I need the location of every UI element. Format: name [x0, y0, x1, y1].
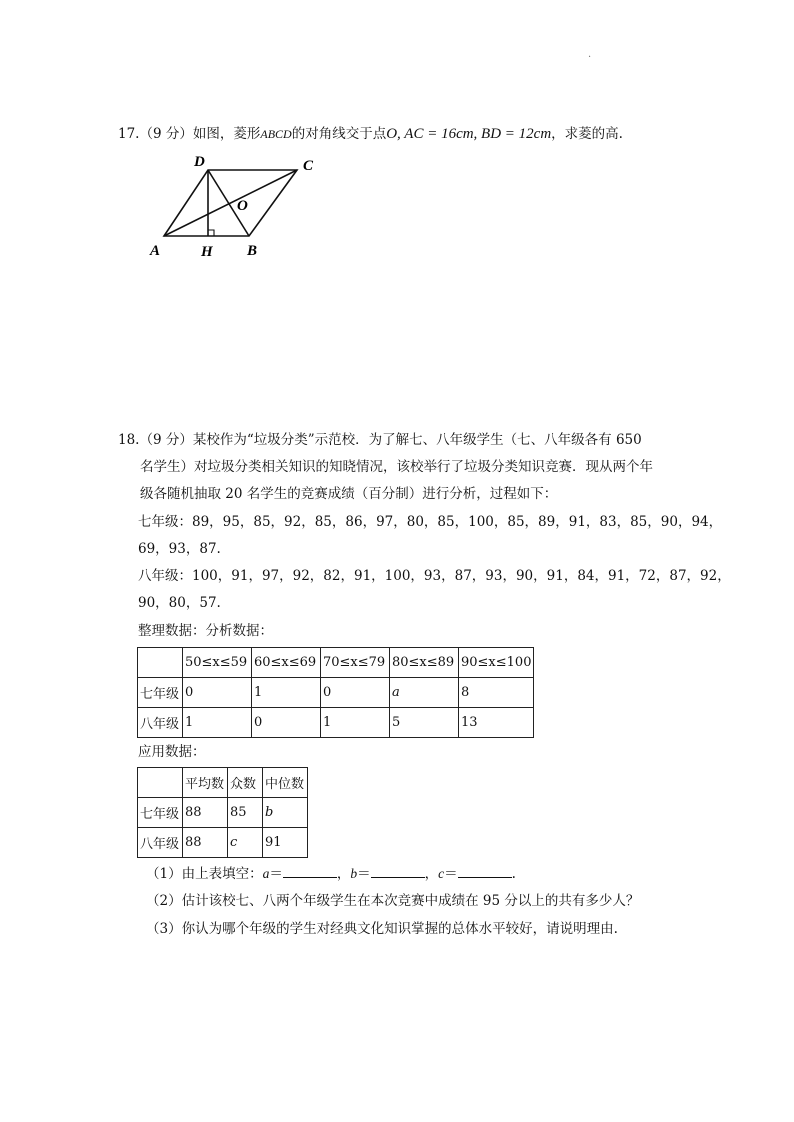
diagonal-ac [164, 170, 297, 236]
table-cell: 0 [252, 708, 321, 738]
table-cell: 88 [183, 828, 228, 858]
sub1-prefix: （1）由上表填空： [146, 866, 263, 882]
table-cell: 七年级 [138, 678, 183, 708]
var-a: a [262, 866, 270, 881]
table-header-cell: 70≤x≤79 [321, 648, 390, 678]
table-header-cell: 90≤x≤100 [459, 648, 534, 678]
label-c: C [303, 158, 314, 174]
q17-number: 17. [118, 126, 140, 142]
sub-question-3: （3）你认为哪个年级的学生对经典文化知识掌握的总体水平较好，请说明理由. [146, 921, 618, 937]
label-o: O [237, 198, 248, 214]
separator: ， [336, 866, 351, 882]
table-row [138, 828, 308, 858]
q18-para-line1 [118, 430, 642, 450]
equals-sign: ＝ [269, 866, 283, 882]
sentence-end: . [511, 866, 516, 882]
table-cell: 5 [390, 708, 459, 738]
blank-a[interactable] [283, 863, 337, 878]
table-cell: 1 [321, 708, 390, 738]
q18-number: 18. [118, 432, 140, 448]
q17-text-pre: 如图，菱形 [192, 126, 261, 142]
blank-b[interactable] [371, 863, 425, 878]
table-cell: 八年级 [138, 828, 183, 858]
table-cell: 13 [459, 708, 534, 738]
table-header-cell [138, 768, 183, 798]
table-cell: 91 [263, 828, 308, 858]
label-h: H [201, 244, 213, 260]
table-row [138, 798, 308, 828]
table-header-cell: 50≤x≤59 [183, 648, 252, 678]
table-cell: 八年级 [138, 708, 183, 738]
table-cell: 88 [183, 798, 228, 828]
grade8-scores-line2: 90，80，57. [138, 595, 221, 611]
blank-c[interactable] [458, 863, 512, 878]
var-c: c [438, 866, 445, 881]
score-range-table [137, 647, 534, 738]
q17-text-mid: 的对角线交于点 [291, 126, 387, 142]
separator: ， [424, 866, 439, 882]
table-cell: c [228, 828, 263, 858]
table-cell: 七年级 [138, 798, 183, 828]
equals-sign: ＝ [357, 866, 371, 882]
var-b: b [350, 866, 358, 881]
label-b: B [247, 243, 258, 259]
label-a: A [150, 243, 161, 259]
table-header-row [138, 768, 308, 798]
q17-score: （9 分） [139, 126, 193, 142]
rhombus-figure [140, 148, 330, 263]
table-cell: 8 [459, 678, 534, 708]
table-header-cell: 60≤x≤69 [252, 648, 321, 678]
statistics-table [137, 767, 308, 858]
table-header-cell: 平均数 [183, 768, 228, 798]
table-cell: 0 [183, 678, 252, 708]
grade7-scores-line1: 七年级：89，95，85，92，85，86，97，80，85，100，85，89，91，83，85，90，94， [138, 514, 723, 530]
q18-score: （9 分） [139, 432, 193, 448]
table-cell: 0 [321, 678, 390, 708]
equals-sign: ＝ [444, 866, 458, 882]
table-cell: 1 [183, 708, 252, 738]
q18-para1: 某校作为“垃圾分类”示范校．为了解七、八年级学生（七、八年级各有 650 [192, 432, 642, 448]
table-cell: 1 [252, 678, 321, 708]
table-header-row [138, 648, 534, 678]
table-header-cell: 80≤x≤89 [390, 648, 459, 678]
table-header-cell: 众数 [228, 768, 263, 798]
organize-data-label: 整理数据：分析数据： [138, 623, 273, 639]
sub-question-2: （2）估计该校七、八两个年级学生在本次竞赛中成绩在 95 分以上的共有多少人？ [146, 893, 640, 909]
grade8-scores-line1: 八年级：100，91，97，92，82，91，100，93，87，93，90，91，84，91，72，87，92， [138, 568, 731, 584]
q17-statement [118, 124, 623, 144]
table-cell: 85 [228, 798, 263, 828]
header-mark: · [588, 52, 592, 63]
q18-para-line2: 名学生）对垃圾分类相关知识的知晓情况，该校举行了垃圾分类知识竞赛．现从两个年 [140, 459, 653, 475]
table-cell: a [390, 678, 459, 708]
table-cell: b [263, 798, 308, 828]
q17-shape-name: ABCD [260, 127, 292, 141]
q17-text-post: ，求菱的高. [551, 126, 623, 142]
table-header-cell: 中位数 [263, 768, 308, 798]
label-d: D [194, 154, 205, 170]
apply-data-label: 应用数据： [138, 744, 206, 760]
sub-question-1 [146, 863, 516, 884]
table-header-cell [138, 648, 183, 678]
table-row [138, 678, 534, 708]
q18-para-line3: 级各随机抽取 20 名学生的竞赛成绩（百分制）进行分析，过程如下： [140, 486, 558, 502]
table-row [138, 708, 534, 738]
right-angle-mark [208, 230, 214, 236]
grade7-scores-line2: 69，93，87. [138, 541, 221, 557]
q17-condition: O, AC = 16cm, BD = 12cm [386, 126, 552, 142]
